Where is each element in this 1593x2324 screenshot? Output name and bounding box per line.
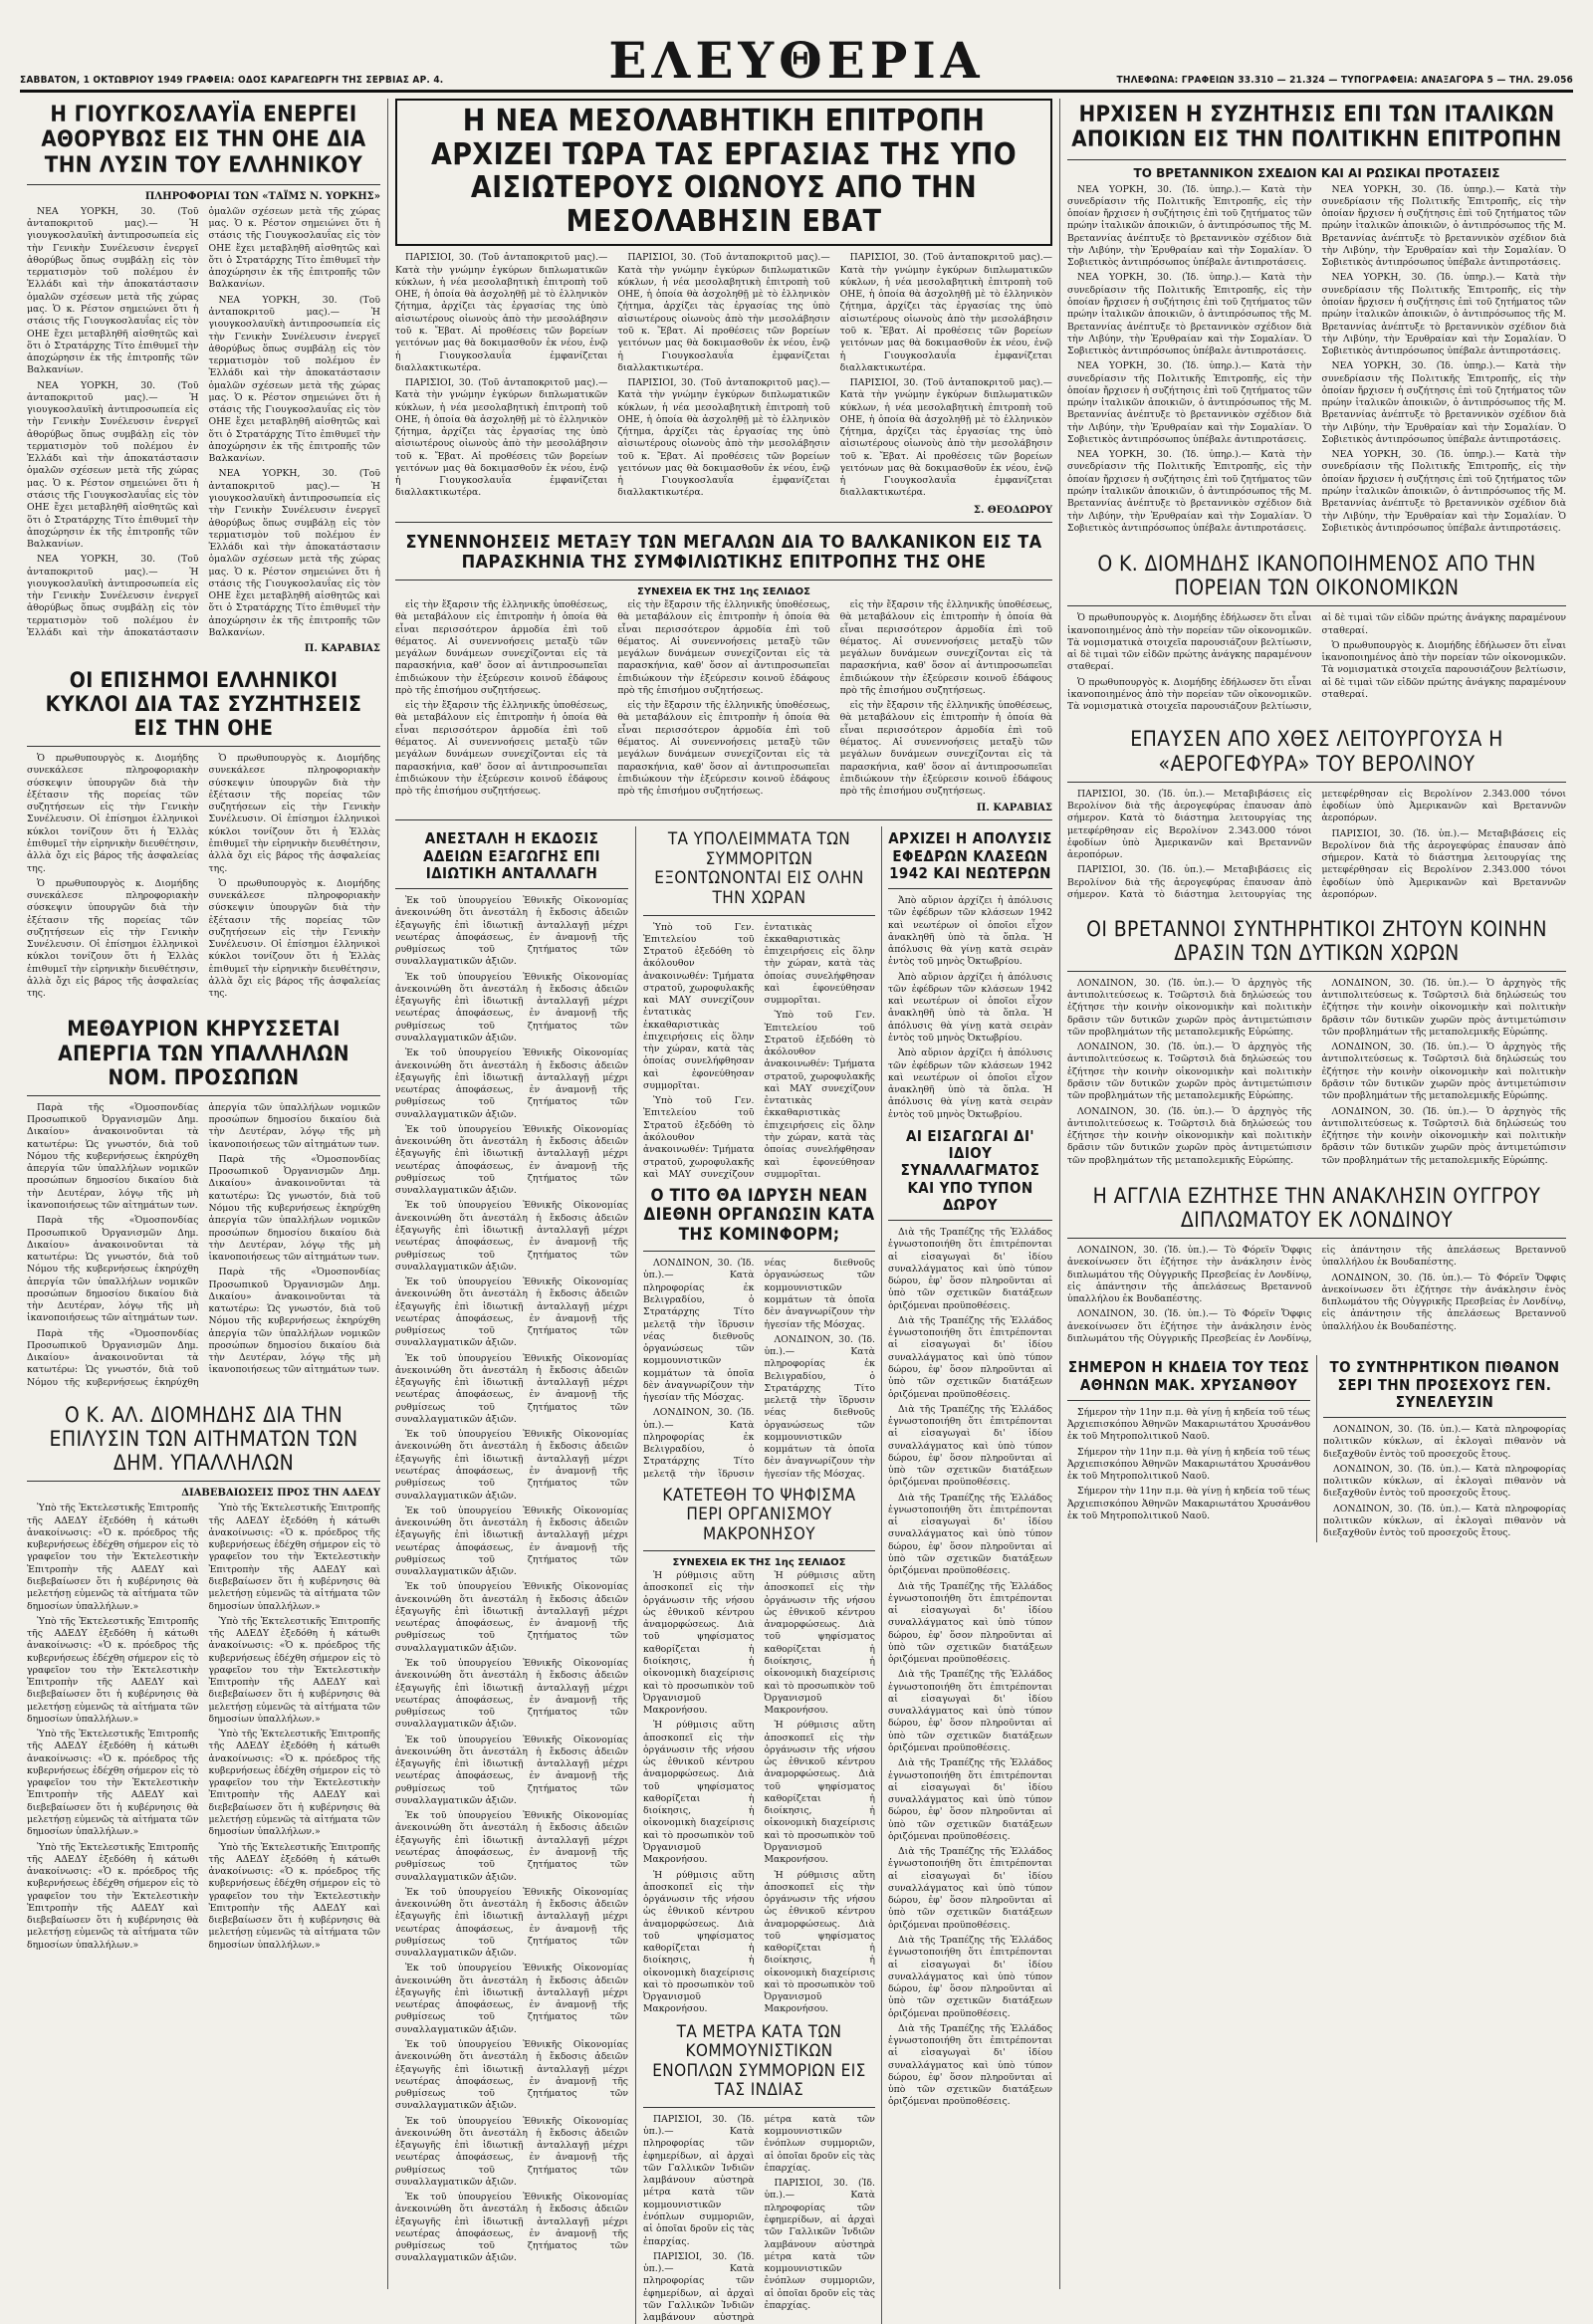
paragraph: Διὰ τῆς Τραπέζης τῆς Ἑλλάδος ἐγνωστοποιήθη ὅτι ἐπιτρέπονται αἱ εἰσαγωγαὶ δι' ἰδίου συναλλάγματος καὶ ὑπὸ τύπον δώρου, ἐφ' ὅσον πληροῦνται αἱ ὑπὸ τῶν σχετικῶν διατάξεων ὁριζόμεναι προϋποθέσεις. (887, 1314, 1052, 1400)
paragraph: Ἡ ρύθμισις αὕτη ἀποσκοπεῖ εἰς τὴν ὀργάνωσιν τῆς νήσου ὡς ἐθνικοῦ κέντρου ἀναμορφώσεως. Διὰ τοῦ ψηφίσματος καθορίζεται ἡ διοίκησις, ἡ οἰκονομικὴ διαχείρισις καὶ τὸ προσωπικὸν τοῦ Ὀργανισμοῦ Μακρονήσου. (764, 1869, 875, 2015)
paragraph: Διὰ τῆς Τραπέζης τῆς Ἑλλάδος ἐγνωστοποιήθη ὅτι ἐπιτρέπονται αἱ εἰσαγωγαὶ δι' ἰδίου συναλλάγματος καὶ ὑπὸ τύπον δώρου, ἐφ' ὅσον πληροῦνται αἱ ὑπὸ τῶν σχετικῶν διατάξεων ὁριζόμεναι προϋποθέσεις. (887, 1580, 1052, 1666)
paragraph: Ὑπὸ τοῦ Γεν. Ἐπιτελείου τοῦ Στρατοῦ ἐξεδόθη τὸ ἀκόλουθον ἀνακοινωθέν: Τμήματα στρατοῦ, χωροφυλακῆς καὶ ΜΑΥ συνεχίζουν ἐντατικὰς ἐκκαθαριστικὰς ἐπιχειρήσεις εἰς ὅλην τὴν χώραν, κατὰ τὰς ὁποίας συνελήφθησαν καὶ ἐφονεύθησαν συμμορῖται. (764, 1010, 875, 1180)
paragraph: Ἡ ρύθμισις αὕτη ἀποσκοπεῖ εἰς τὴν ὀργάνωσιν τῆς νήσου ὡς ἐθνικοῦ κέντρου ἀναμορφώσεως. Διὰ τοῦ ψηφίσματος καθορίζεται ἡ διοίκησις, ἡ οἰκονομικὴ διαχείρισις καὶ τὸ προσωπικὸν τοῦ Ὀργανισμοῦ Μακρονήσου. (643, 1570, 755, 1717)
divider (395, 819, 1052, 820)
article-yugoslavia (27, 99, 380, 654)
paragraph: Σήμερον τὴν 11ην π.μ. θὰ γίνῃ ἡ κηδεία τοῦ τέως Ἀρχιεπισκόπου Ἀθηνῶν Μακαριωτάτου Χρυσάνθου ἐκ τοῦ Μητροπολιτικοῦ Ναοῦ. (1067, 1406, 1310, 1443)
row (1067, 1355, 1566, 1542)
headline: ΚΑΤΕΤΕΘΗ ΤΟ ΨΗΦΙΣΜΑ ΠΕΡΙ ΟΡΓΑΝΙΣΜΟΥ ΜΑΚΡΟΝΗΣΟΥ (643, 1483, 875, 1552)
paragraph: Ἡ ρύθμισις αὕτη ἀποσκοπεῖ εἰς τὴν ὀργάνωσιν τῆς νήσου ὡς ἐθνικοῦ κέντρου ἀναμορφώσεως. Διὰ τοῦ ψηφίσματος καθορίζεται ἡ διοίκησις, ἡ οἰκονομικὴ διαχείρισις καὶ τὸ προσωπικὸν τοῦ Ὀργανισμοῦ Μακρονήσου. (764, 1570, 875, 1717)
masthead-date-address: ΣΑΒΒΑΤΟΝ, 1 ΟΚΤΩΒΡΙΟΥ 1949 ΓΡΑΦΕΙΑ: ΟΔΟΣ ΚΑΡΑΓΕΩΡΓΗ ΤΗΣ ΣΕΡΒΙΑΣ ΑΡ. 4. (20, 75, 444, 86)
article-text (1323, 1424, 1566, 1539)
paragraph: Ὁ πρωθυπουργὸς κ. Διομήδης ἐδήλωσεν ὅτι εἶναι ἱκανοποιημένος ἀπὸ τὴν πορείαν τῶν οἰκονομικῶν. Τὰ νομισματικὰ στοιχεῖα παρουσιάζουν βελτίωσιν, αἱ δὲ τιμαὶ τῶν εἰδῶν πρώτης ἀνάγκης παραμένουν σταθεραί. (1067, 612, 1566, 713)
paragraph: Ἡ ρύθμισις αὕτη ἀποσκοπεῖ εἰς τὴν ὀργάνωσιν τῆς νήσου ὡς ἐθνικοῦ κέντρου ἀναμορφώσεως. Διὰ τοῦ ψηφίσματος καθορίζεται ἡ διοίκησις, ἡ οἰκονομικὴ διαχείρισις καὶ τὸ προσωπικὸν τοῦ Ὀργανισμοῦ Μακρονήσου. (643, 1869, 755, 2015)
paragraph: ΛΟΝΔΙΝΟΝ, 30. (Ἰδ. ὑπ.).— Ὁ ἀρχηγὸς τῆς ἀντιπολιτεύσεως κ. Τσῶρτσιλ διὰ δηλώσεώς του ἐζήτησε τὴν κοινὴν οἰκονομικὴν καὶ πολιτικὴν δρᾶσιν τῶν δυτικῶν χωρῶν πρὸς ἀντιμετώπισιν τῶν προβλημάτων τῆς μεταπολεμικῆς Εὐρώπης. (1067, 1042, 1312, 1102)
masthead-phones: ΤΗΛΕΦΩΝΑ: ΓΡΑΦΕΙΩΝ 33.310 — 21.324 — ΤΥΠΟΓΡΑΦΕΙΑ: ΑΝΑΞΑΓΟΡΑ 5 — ΤΗΛ. 29.056 (1116, 75, 1573, 86)
headline: ΟΙ ΒΡΕΤΑΝΝΟΙ ΣΥΝΤΗΡΗΤΙΚΟΙ ΖΗΤΟΥΝ ΚΟΙΝΗΝ ΔΡΑΣΙΝ ΤΩΝ ΔΥΤΙΚΩΝ ΧΩΡΩΝ (1067, 913, 1566, 972)
paragraph: Ἐκ τοῦ ὑπουργείου Ἐθνικῆς Οἰκονομίας ἀνεκοινώθη ὅτι ἀνεστάλη ἡ ἔκδοσις ἀδειῶν ἐξαγωγῆς ἐπὶ ἰδιωτικῇ ἀνταλλαγῇ μέχρι νεωτέρας ἀποφάσεως, ἐν ἀναμονῇ τῆς ρυθμίσεως τοῦ ζητήματος τῶν συναλλαγματικῶν ἀξιῶν. (395, 2115, 628, 2188)
paragraph: Ἀπὸ αὔριον ἀρχίζει ἡ ἀπόλυσις τῶν ἐφέδρων τῶν κλάσεων 1942 καὶ νεωτέρων οἱ ὁποῖοι εἶχον ἀνακληθῆ ὑπὸ τὰ ὅπλα. Ἡ ἀπόλυσις θὰ γίνῃ κατὰ σειρὰν ἐντὸς τοῦ μηνὸς Ὀκτωβρίου. (887, 895, 1052, 968)
lower-center (388, 826, 1059, 2324)
paragraph: Σήμερον τὴν 11ην π.μ. θὰ γίνῃ ἡ κηδεία τοῦ τέως Ἀρχιεπισκόπου Ἀθηνῶν Μακαριωτάτου Χρυσάνθου ἐκ τοῦ Μητροπολιτικοῦ Ναοῦ. (1067, 1486, 1310, 1521)
paragraph: ΠΑΡΙΣΙΟΙ, 30. (Τοῦ ἀνταποκριτοῦ μας).— Κατὰ τὴν γνώμην ἐγκύρων διπλωματικῶν κύκλων, ἡ νέα μεσολαβητικὴ ἐπιτροπὴ τοῦ ΟΗΕ, ἡ ὁποία θὰ ἀσχοληθῇ μὲ τὸ ἑλληνικὸν ζήτημα, ἀρχίζει τὰς ἐργασίας της ὑπὸ αἰσιωτέρους οἰωνοὺς ἀπὸ τὴν μεσολάβησιν τοῦ κ. Ἔβατ. Αἱ προθέσεις τῶν βορείων γειτόνων μας θὰ δοκιμασθοῦν ἐκ νέου, ἐνῷ ἡ Γιουγκοσλαυΐα ἐμφανίζεται διαλλακτικωτέρα. (839, 377, 1052, 499)
paragraph: Ὁ πρωθυπουργὸς κ. Διομήδης συνεκάλεσε πληροφοριακὴν σύσκεψιν ὑπουργῶν διὰ τὴν ἐξέτασιν τῆς πορείας τῶν συζητήσεων εἰς τὴν Γενικὴν Συνέλευσιν. Οἱ ἐπίσημοι ἑλληνικοὶ κύκλοι τονίζουν ὅτι ἡ Ἑλλὰς ἐπιθυμεῖ τὴν εἰρηνικὴν διευθέτησιν, ἀλλὰ ὄχι εἰς βάρος τῆς ἀσφαλείας της. (208, 753, 380, 874)
paragraph: Ἐκ τοῦ ὑπουργείου Ἐθνικῆς Οἰκονομίας ἀνεκοινώθη ὅτι ἀνεστάλη ἡ ἔκδοσις ἀδειῶν ἐξαγωγῆς ἐπὶ ἰδιωτικῇ ἀνταλλαγῇ μέχρι νεωτέρας ἀποφάσεως, ἐν ἀναμονῇ τῆς ρυθμίσεως τοῦ ζητήματος τῶν συναλλαγματικῶν ἀξιῶν. (395, 2192, 628, 2264)
paragraph: ΠΑΡΙΣΙΟΙ, 30. (Τοῦ ἀνταποκριτοῦ μας).— Κατὰ τὴν γνώμην ἐγκύρων διπλωματικῶν κύκλων, ἡ νέα μεσολαβητικὴ ἐπιτροπὴ τοῦ ΟΗΕ, ἡ ὁποία θὰ ἀσχοληθῇ μὲ τὸ ἑλληνικὸν ζήτημα, ἀρχίζει τὰς ἐργασίας της ὑπὸ αἰσιωτέρους οἰωνοὺς ἀπὸ τὴν μεσολάβησιν τοῦ κ. Ἔβατ. Αἱ προθέσεις τῶν βορείων γειτόνων μας θὰ δοκιμασθοῦν ἐκ νέου, ἐνῷ ἡ Γιουγκοσλαυΐα ἐμφανίζεται διαλλακτικωτέρα. (839, 252, 1052, 373)
paragraph: εἰς τὴν ἔξαρσιν τῆς ἑλληνικῆς ὑποθέσεως, θὰ μεταβάλουν εἰς ἐπιτροπὴν ἡ ὁποία θὰ εἶναι περισσότερον ἁρμοδία ἐπὶ τοῦ θέματος. Αἱ συνεννοήσεις μεταξὺ τῶν μεγάλων δυνάμεων συνεχίζονται εἰς τὰ παρασκήνια, καθ' ὅσον αἱ ἀντιπροσωπεῖαι ἐπιδιώκουν τὴν ἐξεύρεσιν κοινοῦ ἐδάφους πρὸ τῆς ἐπισήμου συζητήσεως. (617, 599, 830, 696)
article-text (27, 1102, 380, 1389)
paragraph: Διὰ τῆς Τραπέζης τῆς Ἑλλάδος ἐγνωστοποιήθη ὅτι ἐπιτρέπονται αἱ εἰσαγωγαὶ δι' ἰδίου συναλλάγματος καὶ ὑπὸ τύπον δώρου, ἐφ' ὅσον πληροῦνται αἱ ὑπὸ τῶν σχετικῶν διατάξεων ὁριζόμεναι προϋποθέσεις. (887, 1227, 1052, 1311)
headline: Ο Κ. ΔΙΟΜΗΔΗΣ ΙΚΑΝΟΠΟΙΗΜΕΝΟΣ ΑΠΟ ΤΗΝ ΠΟΡΕΙΑΝ ΤΩΝ ΟΙΚΟΝΟΜΙΚΩΝ (1067, 548, 1566, 606)
paragraph: Ὁ πρωθυπουργὸς κ. Διομήδης ἐδήλωσεν ὅτι εἶναι ἱκανοποιημένος ἀπὸ τὴν πορείαν τῶν οἰκονομικῶν. Τὰ νομισματικὰ στοιχεῖα παρουσιάζουν βελτίωσιν, αἱ δὲ τιμαὶ τῶν εἰδῶν πρώτης ἀνάγκης παραμένουν σταθεραί. (1321, 639, 1566, 700)
paragraph: ΝΕΑ ΥΟΡΚΗ, 30. (Τοῦ ἀνταποκριτοῦ μας).— Ἡ γιουγκοσλαυϊκὴ ἀντιπροσωπεία εἰς τὴν Γενικὴν Συνέλευσιν ἐνεργεῖ ἀθορύβως ὅπως συμβάλῃ εἰς τὸν τερματισμὸν τοῦ πολέμου ἐν Ἑλλάδι καὶ τὴν ἀποκατάστασιν ὁμαλῶν σχέσεων μετὰ τῆς χώρας μας. Ὁ κ. Ρέστον σημειώνει ὅτι ἡ στάσις τῆς Γιουγκοσλαυΐας εἰς τὸν ΟΗΕ ἔχει μεταβληθῆ αἰσθητῶς καὶ ὅτι ὁ Στρατάρχης Τίτο ἐπιθυμεῖ τὴν ἀποχώρησιν ἐκ τῆς ἐπιτροπῆς τῶν Βαλκανίων. (208, 468, 380, 638)
column-2 (388, 826, 636, 2324)
article-text (395, 895, 628, 2265)
article-text (1067, 978, 1566, 1170)
lead-headline: Η ΝΕΑ ΜΕΣΟΛΑΒΗΤΙΚΗ ΕΠΙΤΡΟΠΗ ΑΡΧΙΖΕΙ ΤΩΡΑ ΤΑΣ ΕΡΓΑΣΙΑΣ ΤΗΣ ΥΠΟ ΑΙΣΙΩΤΕΡΟΥΣ ΟΙΩΝΟΥΣ ΑΠΟ ΤΗΝ ΜΕΣΟΛΑΒΗΣΙΝ ΕΒΑΤ (395, 99, 1052, 246)
paragraph: ΝΕΑ ΥΟΡΚΗ, 30. (Ἰδ. ὑπηρ.).— Κατὰ τὴν συνεδρίασιν τῆς Πολιτικῆς Ἐπιτροπῆς, εἰς τὴν ὁποίαν ἤρχισεν ἡ συζήτησις ἐπὶ τοῦ ζητήματος τῶν πρώην ἰταλικῶν ἀποικιῶν, ὁ ἀντιπρόσωπος τῆς Μ. Βρεταννίας ἀνέπτυξε τὸ βρεταννικὸν σχέδιον διὰ τὴν Λιβύην, τὴν Ἐρυθραίαν καὶ τὴν Σομαλίαν. Ὁ Σοβιετικὸς ἀντιπρόσωπος ὑπέβαλε ἀντιπροτάσεις. (1067, 449, 1312, 534)
paragraph: εἰς τὴν ἔξαρσιν τῆς ἑλληνικῆς ὑποθέσεως, θὰ μεταβάλουν εἰς ἐπιτροπὴν ἡ ὁποία θὰ εἶναι περισσότερον ἁρμοδία ἐπὶ τοῦ θέματος. Αἱ συνεννοήσεις μεταξὺ τῶν μεγάλων δυνάμεων συνεχίζονται εἰς τὰ παρασκήνια, καθ' ὅσον αἱ ἀντιπροσωπεῖαι ἐπιδιώκουν τὴν ἐξεύρεσιν κοινοῦ ἐδάφους πρὸ τῆς ἐπισήμου συζητήσεως. (395, 599, 608, 696)
paragraph: ΠΑΡΙΣΙΟΙ, 30. (Ἰδ. ὑπ.).— Κατὰ πληροφορίας τῶν ἐφημερίδων, αἱ ἀρχαὶ τῶν Γαλλικῶν Ἰνδιῶν λαμβάνουν αὐστηρὰ μέτρα κατὰ τῶν κομμουνιστικῶν ἐνόπλων συμμοριῶν, αἱ ὁποῖαι δροῦν εἰς τὰς ἐπαρχίας. (643, 2113, 755, 2247)
paragraph: Παρὰ τῆς «Ὁμοσπονδίας Προσωπικοῦ Ὀργανισμῶν Δημ. Δικαίου» ἀνακοινοῦνται τὰ κατωτέρω: Ὡς γνωστόν, διὰ τοῦ Νόμου τῆς κυβερνήσεως ἐκηρύχθη ἀπεργία τῶν ὑπαλλήλων νομικῶν προσώπων δημοσίου δικαίου διὰ τὴν Δευτέραν, λόγῳ τῆς μὴ ἱκανοποιήσεως τῶν αἰτημάτων των. (27, 1215, 199, 1324)
paragraph: Ὁ πρωθυπουργὸς κ. Διομήδης συνεκάλεσε πληροφοριακὴν σύσκεψιν ὑπουργῶν διὰ τὴν ἐξέτασιν τῆς πορείας τῶν συζητήσεων εἰς τὴν Γενικὴν Συνέλευσιν. Οἱ ἐπίσημοι ἑλληνικοὶ κύκλοι τονίζουν ὅτι ἡ Ἑλλὰς ἐπιθυμεῖ τὴν εἰρηνικὴν διευθέτησιν, ἀλλὰ ὄχι εἰς βάρος τῆς ἀσφαλείας της. (208, 877, 380, 1000)
article-diomidis-econ (1067, 548, 1566, 713)
headline: ΑΝΕΣΤΑΛΗ Η ΕΚΔΟΣΙΣ ΑΔΕΙΩΝ ΕΞΑΓΩΓΗΣ ΕΠΙ ΙΔΙΩΤΙΚΗ ΑΝΤΑΛΛΑΓΗ (395, 826, 628, 889)
paragraph: ΛΟΝΔΙΝΟΝ, 30. (Ἰδ. ὑπ.).— Κατὰ πληροφορίας πολιτικῶν κύκλων, αἱ ἐκλογαὶ πιθανὸν νὰ διεξαχθοῦν ἐντὸς τοῦ προσεχοῦς ἔτους. (1323, 1503, 1566, 1539)
paragraph: ΠΑΡΙΣΙΟΙ, 30. (Ἰδ. ὑπ.).— Κατὰ πληροφορίας τῶν ἐφημερίδων, αἱ ἀρχαὶ τῶν Γαλλικῶν Ἰνδιῶν λαμβάνουν αὐστηρὰ μέτρα κατὰ τῶν κομμουνιστικῶν ἐνόπλων συμμοριῶν, αἱ ὁποῖαι δροῦν εἰς τὰς ἐπαρχίας. (764, 2178, 875, 2311)
paragraph: εἰς τὴν ἔξαρσιν τῆς ἑλληνικῆς ὑποθέσεως, θὰ μεταβάλουν εἰς ἐπιτροπὴν ἡ ὁποία θὰ εἶναι περισσότερον ἁρμοδία ἐπὶ τοῦ θέματος. Αἱ συνεννοήσεις μεταξὺ τῶν μεγάλων δυνάμεων συνεχίζονται εἰς τὰ παρασκήνια, καθ' ὅσον αἱ ἀντιπροσωπεῖαι ἐπιδιώκουν τὴν ἐξεύρεσιν κοινοῦ ἐδάφους πρὸ τῆς ἐπισήμου συζητήσεως. (617, 700, 830, 798)
paragraph: Ἐκ τοῦ ὑπουργείου Ἐθνικῆς Οἰκονομίας ἀνεκοινώθη ὅτι ἀνεστάλη ἡ ἔκδοσις ἀδειῶν ἐξαγωγῆς ἐπὶ ἰδιωτικῇ ἀνταλλαγῇ μέχρι νεωτέρας ἀποφάσεως, ἐν ἀναμονῇ τῆς ρυθμίσεως τοῦ ζητήματος τῶν συναλλαγματικῶν ἀξιῶν. (395, 895, 628, 968)
headline: ΕΠΑΥΣΕΝ ΑΠΟ ΧΘΕΣ ΛΕΙΤΟΥΡΓΟΥΣΑ Η «ΑΕΡΟΓΕΦΥΡΑ» ΤΟΥ ΒΕΡΟΛΙΝΟΥ (1067, 723, 1566, 782)
article-text (1067, 184, 1566, 538)
paragraph: ΝΕΑ ΥΟΡΚΗ, 30. (Τοῦ ἀνταποκριτοῦ μας).— Ἡ γιουγκοσλαυϊκὴ ἀντιπροσωπεία εἰς τὴν Γενικὴν Συνέλευσιν ἐνεργεῖ ἀθορύβως ὅπως συμβάλῃ εἰς τὸν τερματισμὸν τοῦ πολέμου ἐν Ἑλλάδι καὶ τὴν ἀποκατάστασιν ὁμαλῶν σχέσεων μετὰ τῆς χώρας μας. Ὁ κ. Ρέστον σημειώνει ὅτι ἡ στάσις τῆς Γιουγκοσλαυΐας εἰς τὸν ΟΗΕ ἔχει μεταβληθῆ αἰσθητῶς καὶ ὅτι ὁ Στρατάρχης Τίτο ἐπιθυμεῖ τὴν ἀποχώρησιν ἐκ τῆς ἐπιτροπῆς τῶν Βαλκανίων. (27, 379, 199, 551)
article-airbridge (1067, 723, 1566, 902)
subheading: ΣΥΝΕΧΕΙΑ ΕΚ ΤΗΣ 1ης ΣΕΛΙΔΟΣ (637, 586, 810, 598)
paragraph: Ὑπὸ τῆς Ἐκτελεστικῆς Ἐπιτροπῆς τῆς ΑΔΕΔΥ ἐξεδόθη ἡ κάτωθι ἀνακοίνωσις: «Ὁ κ. πρόεδρος τῆς κυβερνήσεως ἐδέχθη σήμερον εἰς τὸ γραφεῖον του τὴν Ἐκτελεστικὴν Ἐπιτροπὴν τῆς ΑΔΕΔΥ καὶ διεβεβαίωσεν ὅτι ἡ κυβέρνησις θὰ μελετήσῃ εὐμενῶς τὰ αἰτήματα τῶν δημοσίων ὑπαλλήλων.» (27, 1729, 199, 1838)
paragraph: ΛΟΝΔΙΝΟΝ, 30. (Ἰδ. ὑπ.).— Κατὰ πληροφορίας πολιτικῶν κύκλων, αἱ ἐκλογαὶ πιθανὸν νὰ διεξαχθοῦν ἐντὸς τοῦ προσεχοῦς ἔτους. (1323, 1424, 1566, 1460)
paragraph: ΛΟΝΔΙΝΟΝ, 30. (Ἰδ. ὑπ.).— Ὁ ἀρχηγὸς τῆς ἀντιπολιτεύσεως κ. Τσῶρτσιλ διὰ δηλώσεώς του ἐζήτησε τὴν κοινὴν οἰκονομικὴν καὶ πολιτικὴν δρᾶσιν τῶν δυτικῶν χωρῶν πρὸς ἀντιμετώπισιν τῶν προβλημάτων τῆς μεταπολεμικῆς Εὐρώπης. (1067, 1105, 1312, 1166)
headline: Ο ΤΙΤΟ ΘΑ ΙΔΡΥΣΗ ΝΕΑΝ ΔΙΕΘΝΗ ΟΡΓΑΝΩΣΙΝ ΚΑΤΑ ΤΗΣ ΚΟΜΙΝΦΟΡΜ; (643, 1183, 875, 1253)
article-text (1067, 612, 1566, 713)
paragraph: Ὁ πρωθυπουργὸς κ. Διομήδης ἐδήλωσεν ὅτι εἶναι ἱκανοποιημένος ἀπὸ τὴν πορείαν τῶν οἰκονομικῶν. Τὰ νομισματικὰ στοιχεῖα παρουσιάζουν βελτίωσιν, αἱ δὲ τιμαὶ τῶν εἰδῶν πρώτης ἀνάγκης παραμένουν σταθεραί. (1067, 612, 1312, 673)
paragraph: Ἡ ρύθμισις αὕτη ἀποσκοπεῖ εἰς τὴν ὀργάνωσιν τῆς νήσου ὡς ἐθνικοῦ κέντρου ἀναμορφώσεως. Διὰ τοῦ ψηφίσματος καθορίζεται ἡ διοίκησις, ἡ οἰκονομικὴ διαχείρισις καὶ τὸ προσωπικὸν τοῦ Ὀργανισμοῦ Μακρονήσου. (643, 1720, 755, 1866)
paragraph: Ἀπὸ αὔριον ἀρχίζει ἡ ἀπόλυσις τῶν ἐφέδρων τῶν κλάσεων 1942 καὶ νεωτέρων οἱ ὁποῖοι εἶχον ἀνακληθῆ ὑπὸ τὰ ὅπλα. Ἡ ἀπόλυσις θὰ γίνῃ κατὰ σειρὰν ἐντὸς τοῦ μηνὸς Ὀκτωβρίου. (887, 971, 1052, 1044)
byline: Σ. ΘΕΟΔΩΡΟΥ (973, 504, 1052, 516)
paragraph: Παρὰ τῆς «Ὁμοσπονδίας Προσωπικοῦ Ὀργανισμῶν Δημ. Δικαίου» ἀνακοινοῦνται τὰ κατωτέρω: Ὡς γνωστόν, διὰ τοῦ Νόμου τῆς κυβερνήσεως ἐκηρύχθη ἀπεργία τῶν ὑπαλλήλων νομικῶν προσώπων δημοσίου δικαίου διὰ τὴν Δευτέραν, λόγῳ τῆς μὴ ἱκανοποιήσεως τῶν αἰτημάτων των. (27, 1101, 199, 1211)
paragraph: εἰς τὴν ἔξαρσιν τῆς ἑλληνικῆς ὑποθέσεως, θὰ μεταβάλουν εἰς ἐπιτροπὴν ἡ ὁποία θὰ εἶναι περισσότερον ἁρμοδία ἐπὶ τοῦ θέματος. Αἱ συνεννοήσεις μεταξὺ τῶν μεγάλων δυνάμεων συνεχίζονται εἰς τὰ παρασκήνια, καθ' ὅσον αἱ ἀντιπροσωπεῖαι ἐπιδιώκουν τὴν ἐξεύρεσιν κοινοῦ ἐδάφους πρὸ τῆς ἐπισήμου συζητήσεως. (395, 700, 608, 798)
paragraph: Σήμερον τὴν 11ην π.μ. θὰ γίνῃ ἡ κηδεία τοῦ τέως Ἀρχιεπισκόπου Ἀθηνῶν Μακαριωτάτου Χρυσάνθου ἐκ τοῦ Μητροπολιτικοῦ Ναοῦ. (1067, 1446, 1310, 1483)
paragraph: Ὑπὸ τῆς Ἐκτελεστικῆς Ἐπιτροπῆς τῆς ΑΔΕΔΥ ἐξεδόθη ἡ κάτωθι ἀνακοίνωσις: «Ὁ κ. πρόεδρος τῆς κυβερνήσεως ἐδέχθη σήμερον εἰς τὸ γραφεῖον του τὴν Ἐκτελεστικὴν Ἐπιτροπὴν τῆς ΑΔΕΔΥ καὶ διεβεβαίωσεν ὅτι ἡ κυβέρνησις θὰ μελετήσῃ εὐμενῶς τὰ αἰτήματα τῶν δημοσίων ὑπαλλήλων.» (27, 1841, 199, 1951)
paragraph: ΝΕΑ ΥΟΡΚΗ, 30. (Ἰδ. ὑπηρ.).— Κατὰ τὴν συνεδρίασιν τῆς Πολιτικῆς Ἐπιτροπῆς, εἰς τὴν ὁποίαν ἤρχισεν ἡ συζήτησις ἐπὶ τοῦ ζητήματος τῶν πρώην ἰταλικῶν ἀποικιῶν, ὁ ἀντιπρόσωπος τῆς Μ. Βρεταννίας ἀνέπτυξε τὸ βρεταννικὸν σχέδιον διὰ τὴν Λιβύην, τὴν Ἐρυθραίαν καὶ τὴν Σομαλίαν. Ὁ Σοβιετικὸς ἀντιπρόσωπος ὑπέβαλε ἀντιπροτάσεις. (1067, 183, 1312, 269)
paragraph: ΠΑΡΙΣΙΟΙ, 30. (Τοῦ ἀνταποκριτοῦ μας).— Κατὰ τὴν γνώμην ἐγκύρων διπλωματικῶν κύκλων, ἡ νέα μεσολαβητικὴ ἐπιτροπὴ τοῦ ΟΗΕ, ἡ ὁποία θὰ ἀσχοληθῇ μὲ τὸ ἑλληνικὸν ζήτημα, ἀρχίζει τὰς ἐργασίας της ὑπὸ αἰσιωτέρους οἰωνοὺς ἀπὸ τὴν μεσολάβησιν τοῦ κ. Ἔβατ. Αἱ προθέσεις τῶν βορείων γειτόνων μας θὰ δοκιμασθοῦν ἐκ νέου, ἐνῷ ἡ Γιουγκοσλαυΐα ἐμφανίζεται διαλλακτικωτέρα. (395, 377, 608, 499)
article-diomidis-claims (27, 1399, 380, 1955)
article-text (1067, 1407, 1310, 1522)
paragraph: Ἐκ τοῦ ὑπουργείου Ἐθνικῆς Οἰκονομίας ἀνεκοινώθη ὅτι ἀνεστάλη ἡ ἔκδοσις ἀδειῶν ἐξαγωγῆς ἐπὶ ἰδιωτικῇ ἀνταλλαγῇ μέχρι νεωτέρας ἀποφάσεως, ἐν ἀναμονῇ τῆς ρυθμίσεως τοῦ ζητήματος τῶν συναλλαγματικῶν ἀξιῶν. (395, 2038, 628, 2112)
headline: ΤΑ ΜΕΤΡΑ ΚΑΤΑ ΤΩΝ ΚΟΜΜΟΥΝΙΣΤΙΚΩΝ ΕΝΟΠΛΩΝ ΣΥΜΜΟΡΙΩΝ ΕΙΣ ΤΑΣ ΙΝΔΙΑΣ (643, 2019, 875, 2108)
subheading: ΤΟ ΒΡΕΤΑΝΝΙΚΟΝ ΣΧΕΔΙΟΝ ΚΑΙ ΑΙ ΡΩΣΙΚΑΙ ΠΡΟΤΑΣΕΙΣ (1133, 165, 1500, 180)
paragraph: Ἐκ τοῦ ὑπουργείου Ἐθνικῆς Οἰκονομίας ἀνεκοινώθη ὅτι ἀνεστάλη ἡ ἔκδοσις ἀδειῶν ἐξαγωγῆς ἐπὶ ἰδιωτικῇ ἀνταλλαγῇ μέχρι νεωτέρας ἀποφάσεως, ἐν ἀναμονῇ τῆς ρυθμίσεως τοῦ ζητήματος τῶν συναλλαγματικῶν ἀξιῶν. (395, 1734, 628, 1806)
article-conservatives (1067, 913, 1566, 1170)
paragraph: Ἐκ τοῦ ὑπουργείου Ἐθνικῆς Οἰκονομίας ἀνεκοινώθη ὅτι ἀνεστάλη ἡ ἔκδοσις ἀδειῶν ἐξαγωγῆς ἐπὶ ἰδιωτικῇ ἀνταλλαγῇ μέχρι νεωτέρας ἀποφάσεως, ἐν ἀναμονῇ τῆς ρυθμίσεως τοῦ ζητήματος τῶν συναλλαγματικῶν ἀξιῶν. (395, 1123, 628, 1197)
headline: Η ΓΙΟΥΓΚΟΣΛΑΥΪΑ ΕΝΕΡΓΕΙ ΑΘΟΡΥΒΩΣ ΕΙΣ ΤΗΝ ΟΗΕ ΔΙΑ ΤΗΝ ΛΥΣΙΝ ΤΟΥ ΕΛΛΗΝΙΚΟΥ (27, 99, 380, 185)
paragraph: Διὰ τῆς Τραπέζης τῆς Ἑλλάδος ἐγνωστοποιήθη ὅτι ἐπιτρέπονται αἱ εἰσαγωγαὶ δι' ἰδίου συναλλάγματος καὶ ὑπὸ τύπον δώρου, ἐφ' ὅσον πληροῦνται αἱ ὑπὸ τῶν σχετικῶν διατάξεων ὁριζόμεναι προϋποθέσεις. (887, 1669, 1052, 1753)
paragraph: Ὑπὸ τοῦ Γεν. Ἐπιτελείου τοῦ Στρατοῦ ἐξεδόθη τὸ ἀκόλουθον ἀνακοινωθέν: Τμήματα στρατοῦ, χωροφυλακῆς καὶ ΜΑΥ συνεχίζουν ἐντατικὰς ἐκκαθαριστικὰς ἐπιχειρήσεις εἰς ὅλην τὴν χώραν, κατὰ τὰς ὁποίας συνελήφθησαν καὶ ἐφονεύθησαν συμμορῖται. (643, 921, 755, 1091)
paragraph: Ἐκ τοῦ ὑπουργείου Ἐθνικῆς Οἰκονομίας ἀνεκοινώθη ὅτι ἀνεστάλη ἡ ἔκδοσις ἀδειῶν ἐξαγωγῆς ἐπὶ ἰδιωτικῇ ἀνταλλαγῇ μέχρι νεωτέρας ἀποφάσεως, ἐν ἀναμονῇ τῆς ρυθμίσεως τοῦ ζητήματος τῶν συναλλαγματικῶν ἀξιῶν. (395, 1429, 628, 1502)
paragraph: Ἐκ τοῦ ὑπουργείου Ἐθνικῆς Οἰκονομίας ἀνεκοινώθη ὅτι ἀνεστάλη ἡ ἔκδοσις ἀδειῶν ἐξαγωγῆς ἐπὶ ἰδιωτικῇ ἀνταλλαγῇ μέχρι νεωτέρας ἀποφάσεως, ἐν ἀναμονῇ τῆς ρυθμίσεως τοῦ ζητήματος τῶν συναλλαγματικῶν ἀξιῶν. (395, 1886, 628, 1960)
paragraph: Ἐκ τοῦ ὑπουργείου Ἐθνικῆς Οἰκονομίας ἀνεκοινώθη ὅτι ἀνεστάλη ἡ ἔκδοσις ἀδειῶν ἐξαγωγῆς ἐπὶ ἰδιωτικῇ ἀνταλλαγῇ μέχρι νεωτέρας ἀποφάσεως, ἐν ἀναμονῇ τῆς ρυθμίσεως τοῦ ζητήματος τῶν συναλλαγματικῶν ἀξιῶν. (395, 1047, 628, 1120)
paragraph: Ἐκ τοῦ ὑπουργείου Ἐθνικῆς Οἰκονομίας ἀνεκοινώθη ὅτι ἀνεστάλη ἡ ἔκδοσις ἀδειῶν ἐξαγωγῆς ἐπὶ ἰδιωτικῇ ἀνταλλαγῇ μέχρι νεωτέρας ἀποφάσεως, ἐν ἀναμονῇ τῆς ρυθμίσεως τοῦ ζητήματος τῶν συναλλαγματικῶν ἀξιῶν. (395, 1581, 628, 1654)
article-text (27, 206, 380, 641)
youths-block (882, 826, 1052, 2324)
paragraph: Ὑπὸ τῆς Ἐκτελεστικῆς Ἐπιτροπῆς τῆς ΑΔΕΔΥ ἐξεδόθη ἡ κάτωθι ἀνακοίνωσις: «Ὁ κ. πρόεδρος τῆς κυβερνήσεως ἐδέχθη σήμερον εἰς τὸ γραφεῖον του τὴν Ἐκτελεστικὴν Ἐπιτροπὴν τῆς ΑΔΕΔΥ καὶ διεβεβαίωσεν ὅτι ἡ κυβέρνησις θὰ μελετήσῃ εὐμενῶς τὰ αἰτήματα τῶν δημοσίων ὑπαλλήλων.» (27, 1615, 199, 1725)
paragraph: Ἐκ τοῦ ὑπουργείου Ἐθνικῆς Οἰκονομίας ἀνεκοινώθη ὅτι ἀνεστάλη ἡ ἔκδοσις ἀδειῶν ἐξαγωγῆς ἐπὶ ἰδιωτικῇ ἀνταλλαγῇ μέχρι νεωτέρας ἀποφάσεως, ἐν ἀναμονῇ τῆς ρυθμίσεως τοῦ ζητήματος τῶν συναλλαγματικῶν ἀξιῶν. (395, 1352, 628, 1425)
paragraph: Ἐκ τοῦ ὑπουργείου Ἐθνικῆς Οἰκονομίας ἀνεκοινώθη ὅτι ἀνεστάλη ἡ ἔκδοσις ἀδειῶν ἐξαγωγῆς ἐπὶ ἰδιωτικῇ ἀνταλλαγῇ μέχρι νεωτέρας ἀποφάσεως, ἐν ἀναμονῇ τῆς ρυθμίσεως τοῦ ζητήματος τῶν συναλλαγματικῶν ἀξιῶν. (395, 1658, 628, 1731)
column-right (1060, 99, 1573, 2289)
article-text (888, 1227, 1052, 2109)
paragraph: Ἀπὸ αὔριον ἀρχίζει ἡ ἀπόλυσις τῶν ἐφέδρων τῶν κλάσεων 1942 καὶ νεωτέρων οἱ ὁποῖοι εἶχον ἀνακληθῆ ὑπὸ τὰ ὅπλα. Ἡ ἀπόλυσις θὰ γίνῃ κατὰ σειρὰν ἐντὸς τοῦ μηνὸς Ὀκτωβρίου. (887, 1047, 1052, 1120)
paragraph: ΝΕΑ ΥΟΡΚΗ, 30. (Ἰδ. ὑπηρ.).— Κατὰ τὴν συνεδρίασιν τῆς Πολιτικῆς Ἐπιτροπῆς, εἰς τὴν ὁποίαν ἤρχισεν ἡ συζήτησις ἐπὶ τοῦ ζητήματος τῶν πρώην ἰταλικῶν ἀποικιῶν, ὁ ἀντιπρόσωπος τῆς Μ. Βρεταννίας ἀνέπτυξε τὸ βρεταννικὸν σχέδιον διὰ τὴν Λιβύην, τὴν Ἐρυθραίαν καὶ τὴν Σομαλίαν. Ὁ Σοβιετικὸς ἀντιπρόσωπος ὑπέβαλε ἀντιπροτάσεις. (1067, 272, 1312, 357)
paragraph: ΛΟΝΔΙΝΟΝ, 30. (Ἰδ. ὑπ.).— Ὁ ἀρχηγὸς τῆς ἀντιπολιτεύσεως κ. Τσῶρτσιλ διὰ δηλώσεώς του ἐζήτησε τὴν κοινὴν οἰκονομικὴν καὶ πολιτικὴν δρᾶσιν τῶν δυτικῶν χωρῶν πρὸς ἀντιμετώπισιν τῶν προβλημάτων τῆς μεταπολεμικῆς Εὐρώπης. (1067, 977, 1312, 1038)
paragraph: ΝΕΑ ΥΟΡΚΗ, 30. (Τοῦ ἀνταποκριτοῦ μας).— Ἡ γιουγκοσλαυϊκὴ ἀντιπροσωπεία εἰς τὴν Γενικὴν Συνέλευσιν ἐνεργεῖ ἀθορύβως ὅπως συμβάλῃ εἰς τὸν τερματισμὸν τοῦ πολέμου ἐν Ἑλλάδι καὶ τὴν ἀποκατάστασιν ὁμαλῶν σχέσεων μετὰ τῆς χώρας μας. Ὁ κ. Ρέστον σημειώνει ὅτι ἡ στάσις τῆς Γιουγκοσλαυΐας εἰς τὸν ΟΗΕ ἔχει μεταβληθῆ αἰσθητῶς καὶ ὅτι ὁ Στρατάρχης Τίτο ἐπιθυμεῖ τὴν ἀποχώρησιν ἐκ τῆς ἐπιτροπῆς τῶν Βαλκανίων. (208, 294, 380, 465)
masthead (20, 10, 1573, 93)
row (643, 826, 1052, 2324)
paragraph: ΛΟΝΔΙΝΟΝ, 30. (Ἰδ. ὑπ.).— Τὸ Φόρεϊν Ὄφφις ἀνεκοίνωσεν ὅτι ἐζήτησε τὴν ἀνάκλησιν ἑνὸς διπλωμάτου τῆς Οὑγγρικῆς Πρεσβείας ἐν Λονδίνῳ, εἰς ἀπάντησιν τῆς ἀπελάσεως Βρεταννοῦ ὑπαλλήλου ἐκ Βουδαπέστης. (1321, 1272, 1566, 1332)
paragraph: ΝΕΑ ΥΟΡΚΗ, 30. (Ἰδ. ὑπηρ.).— Κατὰ τὴν συνεδρίασιν τῆς Πολιτικῆς Ἐπιτροπῆς, εἰς τὴν ὁποίαν ἤρχισεν ἡ συζήτησις ἐπὶ τοῦ ζητήματος τῶν πρώην ἰταλικῶν ἀποικιῶν, ὁ ἀντιπρόσωπος τῆς Μ. Βρεταννίας ἀνέπτυξε τὸ βρεταννικὸν σχέδιον διὰ τὴν Λιβύην, τὴν Ἐρυθραίαν καὶ τὴν Σομαλίαν. Ὁ Σοβιετικὸς ἀντιπρόσωπος ὑπέβαλε ἀντιπροτάσεις. (1321, 183, 1566, 269)
paragraph: ΝΕΑ ΥΟΡΚΗ, 30. (Ἰδ. ὑπηρ.).— Κατὰ τὴν συνεδρίασιν τῆς Πολιτικῆς Ἐπιτροπῆς, εἰς τὴν ὁποίαν ἤρχισεν ἡ συζήτησις ἐπὶ τοῦ ζητήματος τῶν πρώην ἰταλικῶν ἀποικιῶν, ὁ ἀντιπρόσωπος τῆς Μ. Βρεταννίας ἀνέπτυξε τὸ βρεταννικὸν σχέδιον διὰ τὴν Λιβύην, τὴν Ἐρυθραίαν καὶ τὴν Σομαλίαν. Ὁ Σοβιετικὸς ἀντιπρόσωπος ὑπέβαλε ἀντιπροτάσεις. (1067, 360, 1312, 445)
remnants-block (643, 826, 882, 2324)
article-england (1067, 1180, 1566, 1345)
newspaper-page (20, 10, 1573, 2324)
article-text (643, 1570, 875, 2019)
subheading: ΣΥΝΕΧΕΙΑ ΕΚ ΤΗΣ 1ης ΣΕΛΙΔΟΣ (672, 1557, 846, 1569)
paragraph: Διὰ τῆς Τραπέζης τῆς Ἑλλάδος ἐγνωστοποιήθη ὅτι ἐπιτρέπονται αἱ εἰσαγωγαὶ δι' ἰδίου συναλλάγματος καὶ ὑπὸ τύπον δώρου, ἐφ' ὅσον πληροῦνται αἱ ὑπὸ τῶν σχετικῶν διατάξεων ὁριζόμεναι προϋποθέσεις. (887, 1757, 1052, 1842)
paragraph: ΛΟΝΔΙΝΟΝ, 30. (Ἰδ. ὑπ.).— Κατὰ πληροφορίας ἐκ Βελιγραδίου, ὁ Στρατάρχης Τίτο μελετᾷ τὴν ἵδρυσιν νέας διεθνοῦς ὀργανώσεως τῶν κομμουνιστικῶν κομμάτων τὰ ὁποῖα δὲν ἀναγνωρίζουν τὴν ἡγεσίαν τῆς Μόσχας. (643, 1258, 755, 1404)
headline: Η ΑΓΓΛΙΑ ΕΖΗΤΗΣΕ ΤΗΝ ΑΝΑΚΛΗΣΙΝ ΟΥΓΓΡΟΥ ΔΙΠΛΩΜΑΤΟΥ ΕΚ ΛΟΝΔΙΝΟΥ (1067, 1180, 1566, 1239)
paragraph: Ἐκ τοῦ ὑπουργείου Ἐθνικῆς Οἰκονομίας ἀνεκοινώθη ὅτι ἀνεστάλη ἡ ἔκδοσις ἀδειῶν ἐξαγωγῆς ἐπὶ ἰδιωτικῇ ἀνταλλαγῇ μέχρι νεωτέρας ἀποφάσεως, ἐν ἀναμονῇ τῆς ρυθμίσεως τοῦ ζητήματος τῶν συναλλαγματικῶν ἀξιῶν. (395, 1200, 628, 1273)
paragraph: Ὑπὸ τῆς Ἐκτελεστικῆς Ἐπιτροπῆς τῆς ΑΔΕΔΥ ἐξεδόθη ἡ κάτωθι ἀνακοίνωσις: «Ὁ κ. πρόεδρος τῆς κυβερνήσεως ἐδέχθη σήμερον εἰς τὸ γραφεῖον του τὴν Ἐκτελεστικὴν Ἐπιτροπὴν τῆς ΑΔΕΔΥ καὶ διεβεβαίωσεν ὅτι ἡ κυβέρνησις θὰ μελετήσῃ εὐμενῶς τὰ αἰτήματα τῶν δημοσίων ὑπαλλήλων.» (27, 1503, 199, 1612)
lead-article (388, 99, 1059, 820)
paragraph: Διὰ τῆς Τραπέζης τῆς Ἑλλάδος ἐγνωστοποιήθη ὅτι ἐπιτρέπονται αἱ εἰσαγωγαὶ δι' ἰδίου συναλλάγματος καὶ ὑπὸ τύπον δώρου, ἐφ' ὅσον πληροῦνται αἱ ὑπὸ τῶν σχετικῶν διατάξεων ὁριζόμεναι προϋποθέσεις. (887, 1403, 1052, 1489)
subheading: ΔΙΑΒΕΒΑΙΩΣΕΙΣ ΠΡΟΣ ΤΗΝ ΑΔΕΔΥ (181, 1488, 380, 1500)
paragraph: ΠΑΡΙΣΙΟΙ, 30. (Ἰδ. ὑπ.).— Μεταβιβάσεις εἰς Βερολίνον διὰ τῆς ἀερογεφύρας ἐπαυσαν ἀπὸ σήμερον. Κατὰ τὸ διάστημα λειτουργίας της μετεφέρθησαν εἰς Βερολίνον 2.343.000 τόνοι ἐφοδίων ὑπὸ Ἀμερικανῶν καὶ Βρεταννῶν ἀεροπόρων. (1067, 788, 1566, 900)
paragraph: ΠΑΡΙΣΙΟΙ, 30. (Τοῦ ἀνταποκριτοῦ μας).— Κατὰ τὴν γνώμην ἐγκύρων διπλωματικῶν κύκλων, ἡ νέα μεσολαβητικὴ ἐπιτροπὴ τοῦ ΟΗΕ, ἡ ὁποία θὰ ἀσχοληθῇ μὲ τὸ ἑλληνικὸν ζήτημα, ἀρχίζει τὰς ἐργασίας της ὑπὸ αἰσιωτέρους οἰωνοὺς ἀπὸ τὴν μεσολάβησιν τοῦ κ. Ἔβατ. Αἱ προθέσεις τῶν βορείων γειτόνων μας θὰ δοκιμασθοῦν ἐκ νέου, ἐνῷ ἡ Γιουγκοσλαυΐα ἐμφανίζεται διαλλακτικωτέρα. (617, 377, 830, 499)
article-text (888, 895, 1052, 1121)
paragraph: ΛΟΝΔΙΝΟΝ, 30. (Ἰδ. ὑπ.).— Τὸ Φόρεϊν Ὄφφις ἀνεκοίνωσεν ὅτι ἐζήτησε τὴν ἀνάκλησιν ἑνὸς διπλωμάτου τῆς Οὑγγρικῆς Πρεσβείας ἐν Λονδίνῳ, εἰς ἀπάντησιν τῆς ἀπελάσεως Βρεταννοῦ ὑπαλλήλου ἐκ Βουδαπέστης. (1067, 1245, 1312, 1305)
paragraph: Διὰ τῆς Τραπέζης τῆς Ἑλλάδος ἐγνωστοποιήθη ὅτι ἐπιτρέπονται αἱ εἰσαγωγαὶ δι' ἰδίου συναλλάγματος καὶ ὑπὸ τύπον δώρου, ἐφ' ὅσον πληροῦνται αἱ ὑπὸ τῶν σχετικῶν διατάξεων ὁριζόμεναι προϋποθέσεις. (887, 1934, 1052, 2019)
paragraph: Ὁ πρωθυπουργὸς κ. Διομήδης συνεκάλεσε πληροφοριακὴν σύσκεψιν ὑπουργῶν διὰ τὴν ἐξέτασιν τῆς πορείας τῶν συζητήσεων εἰς τὴν Γενικὴν Συνέλευσιν. Οἱ ἐπίσημοι ἑλληνικοὶ κύκλοι τονίζουν ὅτι ἡ Ἑλλὰς ἐπιθυμεῖ τὴν εἰρηνικὴν διευθέτησιν, ἀλλὰ ὄχι εἰς βάρος τῆς ἀσφαλείας της. (27, 753, 199, 874)
paragraph: ΝΕΑ ΥΟΡΚΗ, 30. (Τοῦ ἀνταποκριτοῦ μας).— Ἡ γιουγκοσλαυϊκὴ ἀντιπροσωπεία εἰς τὴν Γενικὴν Συνέλευσιν ἐνεργεῖ ἀθορύβως ὅπως συμβάλῃ εἰς τὸν τερματισμὸν τοῦ πολέμου ἐν Ἑλλάδι καὶ τὴν ἀποκατάστασιν ὁμαλῶν σχέσεων μετὰ τῆς χώρας μας. Ὁ κ. Ρέστον σημειώνει ὅτι ἡ στάσις τῆς Γιουγκοσλαυΐας εἰς τὸν ΟΗΕ ἔχει μεταβληθῆ αἰσθητῶς καὶ ὅτι ὁ Στρατάρχης Τίτο ἐπιθυμεῖ τὴν ἀποχώρησιν ἐκ τῆς ἐπιτροπῆς τῶν Βαλκανίων. (27, 205, 199, 376)
paragraph: ΛΟΝΔΙΝΟΝ, 30. (Ἰδ. ὑπ.).— Κατὰ πληροφορίας ἐκ Βελιγραδίου, ὁ Στρατάρχης Τίτο μελετᾷ τὴν ἵδρυσιν νέας διεθνοῦς ὀργανώσεως τῶν κομμουνιστικῶν κομμάτων τὰ ὁποῖα δὲν ἀναγνωρίζουν τὴν ἡγεσίαν τῆς Μόσχας. (643, 1258, 875, 1480)
column-center (388, 99, 1060, 2324)
paragraph: Ἐκ τοῦ ὑπουργείου Ἐθνικῆς Οἰκονομίας ἀνεκοινώθη ὅτι ἀνεστάλη ἡ ἔκδοσις ἀδειῶν ἐξαγωγῆς ἐπὶ ἰδιωτικῇ ἀνταλλαγῇ μέχρι νεωτέρας ἀποφάσεως, ἐν ἀναμονῇ τῆς ρυθμίσεως τοῦ ζητήματος τῶν συναλλαγματικῶν ἀξιῶν. (395, 1963, 628, 2035)
paragraph: ΠΑΡΙΣΙΟΙ, 30. (Τοῦ ἀνταποκριτοῦ μας).— Κατὰ τὴν γνώμην ἐγκύρων διπλωματικῶν κύκλων, ἡ νέα μεσολαβητικὴ ἐπιτροπὴ τοῦ ΟΗΕ, ἡ ὁποία θὰ ἀσχοληθῇ μὲ τὸ ἑλληνικὸν ζήτημα, ἀρχίζει τὰς ἐργασίας της ὑπὸ αἰσιωτέρους οἰωνοὺς ἀπὸ τὴν μεσολάβησιν τοῦ κ. Ἔβατ. Αἱ προθέσεις τῶν βορείων γειτόνων μας θὰ δοκιμασθοῦν ἐκ νέου, ἐνῷ ἡ Γιουγκοσλαυΐα ἐμφανίζεται διαλλακτικωτέρα. (617, 252, 830, 373)
columns (20, 99, 1573, 2324)
paragraph: ΝΕΑ ΥΟΡΚΗ, 30. (Ἰδ. ὑπηρ.).— Κατὰ τὴν συνεδρίασιν τῆς Πολιτικῆς Ἐπιτροπῆς, εἰς τὴν ὁποίαν ἤρχισεν ἡ συζήτησις ἐπὶ τοῦ ζητήματος τῶν πρώην ἰταλικῶν ἀποικιῶν, ὁ ἀντιπρόσωπος τῆς Μ. Βρεταννίας ἀνέπτυξε τὸ βρεταννικὸν σχέδιον διὰ τὴν Λιβύην, τὴν Ἐρυθραίαν καὶ τὴν Σομαλίαν. Ὁ Σοβιετικὸς ἀντιπρόσωπος ὑπέβαλε ἀντιπροτάσεις. (1321, 449, 1566, 534)
paragraph: Ἡ ρύθμισις αὕτη ἀποσκοπεῖ εἰς τὴν ὀργάνωσιν τῆς νήσου ὡς ἐθνικοῦ κέντρου ἀναμορφώσεως. Διὰ τοῦ ψηφίσματος καθορίζεται ἡ διοίκησις, ἡ οἰκονομικὴ διαχείρισις καὶ τὸ προσωπικὸν τοῦ Ὀργανισμοῦ Μακρονήσου. (764, 1720, 875, 1866)
article-text (643, 922, 875, 1183)
article-text (643, 2114, 875, 2324)
article-strike (27, 1013, 380, 1389)
headline: ΜΕΘΑΥΡΙΟΝ ΚΗΡΥΣΣΕΤΑΙ ΑΠΕΡΓΙΑ ΤΩΝ ΥΠΑΛΛΗΛΩΝ ΝΟΜ. ΠΡΟΣΩΠΩΝ (27, 1013, 380, 1095)
paragraph: εἰς τὴν ἔξαρσιν τῆς ἑλληνικῆς ὑποθέσεως, θὰ μεταβάλουν εἰς ἐπιτροπὴν ἡ ὁποία θὰ εἶναι περισσότερον ἁρμοδία ἐπὶ τοῦ θέματος. Αἱ συνεννοήσεις μεταξὺ τῶν μεγάλων δυνάμεων συνεχίζονται εἰς τὰ παρασκήνια, καθ' ὅσον αἱ ἀντιπροσωπεῖαι ἐπιδιώκουν τὴν ἐξεύρεσιν κοινοῦ ἐδάφους πρὸ τῆς ἐπισήμου συζητήσεως. (839, 700, 1052, 798)
article-official-circles (27, 664, 380, 1004)
paragraph: ΛΟΝΔΙΝΟΝ, 30. (Ἰδ. ὑπ.).— Ὁ ἀρχηγὸς τῆς ἀντιπολιτεύσεως κ. Τσῶρτσιλ διὰ δηλώσεώς του ἐζήτησε τὴν κοινὴν οἰκονομικὴν καὶ πολιτικὴν δρᾶσιν τῶν δυτικῶν χωρῶν πρὸς ἀντιμετώπισιν τῶν προβλημάτων τῆς μεταπολεμικῆς Εὐρώπης. (1321, 1105, 1566, 1166)
column-1 (20, 99, 388, 2289)
paragraph: Ἐκ τοῦ ὑπουργείου Ἐθνικῆς Οἰκονομίας ἀνεκοινώθη ὅτι ἀνεστάλη ἡ ἔκδοσις ἀδειῶν ἐξαγωγῆς ἐπὶ ἰδιωτικῇ ἀνταλλαγῇ μέχρι νεωτέρας ἀποφάσεως, ἐν ἀναμονῇ τῆς ρυθμίσεως τοῦ ζητήματος τῶν συναλλαγματικῶν ἀξιῶν. (395, 971, 628, 1044)
headline: ΟΙ ΕΠΙΣΗΜΟΙ ΕΛΛΗΝΙΚΟΙ ΚΥΚΛΟΙ ΔΙΑ ΤΑΣ ΣΥΖΗΤΗΣΕΙΣ ΕΙΣ ΤΗΝ ΟΗΕ (27, 664, 380, 747)
paragraph: Διὰ τῆς Τραπέζης τῆς Ἑλλάδος ἐγνωστοποιήθη ὅτι ἐπιτρέπονται αἱ εἰσαγωγαὶ δι' ἰδίου συναλλάγματος καὶ ὑπὸ τύπον δώρου, ἐφ' ὅσον πληροῦνται αἱ ὑπὸ τῶν σχετικῶν διατάξεων ὁριζόμεναι προϋποθέσεις. (887, 1846, 1052, 1931)
paragraph: ΛΟΝΔΙΝΟΝ, 30. (Ἰδ. ὑπ.).— Τὸ Φόρεϊν Ὄφφις ἀνεκοίνωσεν ὅτι ἐζήτησε τὴν ἀνάκλησιν ἑνὸς διπλωμάτου τῆς Οὑγγρικῆς Πρεσβείας ἐν Λονδίνῳ, εἰς ἀπάντησιν τῆς ἀπελάσεως Βρεταννοῦ ὑπαλλήλου ἐκ Βουδαπέστης. (1067, 1245, 1566, 1345)
headline: ΤΑ ΥΠΟΛΕΙΜΜΑΤΑ ΤΩΝ ΣΥΜΜΟΡΙΤΩΝ ΕΞΟΝΤΩΝΟΝΤΑΙ ΕΙΣ ΟΛΗΝ ΤΗΝ ΧΩΡΑΝ (643, 826, 875, 915)
paragraph: Ὑπὸ τῆς Ἐκτελεστικῆς Ἐπιτροπῆς τῆς ΑΔΕΔΥ ἐξεδόθη ἡ κάτωθι ἀνακοίνωσις: «Ὁ κ. πρόεδρος τῆς κυβερνήσεως ἐδέχθη σήμερον εἰς τὸ γραφεῖον του τὴν Ἐκτελεστικὴν Ἐπιτροπὴν τῆς ΑΔΕΔΥ καὶ διεβεβαίωσεν ὅτι ἡ κυβέρνησις θὰ μελετήσῃ εὐμενῶς τὰ αἰτήματα τῶν δημοσίων ὑπαλλήλων.» (208, 1729, 380, 1838)
article-italian-colonies (1067, 99, 1566, 538)
paragraph: Ὑπὸ τῆς Ἐκτελεστικῆς Ἐπιτροπῆς τῆς ΑΔΕΔΥ ἐξεδόθη ἡ κάτωθι ἀνακοίνωσις: «Ὁ κ. πρόεδρος τῆς κυβερνήσεως ἐδέχθη σήμερον εἰς τὸ γραφεῖον του τὴν Ἐκτελεστικὴν Ἐπιτροπὴν τῆς ΑΔΕΔΥ καὶ διεβεβαίωσεν ὅτι ἡ κυβέρνησις θὰ μελετήσῃ εὐμενῶς τὰ αἰτήματα τῶν δημοσίων ὑπαλλήλων.» (208, 1615, 380, 1725)
headline: ΤΟ ΣΥΝΤΗΡΗΤΙΚΟΝ ΠΙΘΑΝΟΝ ΣΕΡΙ ΤΗΝ ΠΡΟΣΕΧΟΥΣ ΓΕΝ. ΣΥΝΕΛΕΥΣΙΝ (1323, 1355, 1566, 1418)
paragraph: Ὁ πρωθυπουργὸς κ. Διομήδης συνεκάλεσε πληροφοριακὴν σύσκεψιν ὑπουργῶν διὰ τὴν ἐξέτασιν τῆς πορείας τῶν συζητήσεων εἰς τὴν Γενικὴν Συνέλευσιν. Οἱ ἐπίσημοι ἑλληνικοὶ κύκλοι τονίζουν ὅτι ἡ Ἑλλὰς ἐπιθυμεῖ τὴν εἰρηνικὴν διευθέτησιν, ἀλλὰ ὄχι εἰς βάρος τῆς ἀσφαλείας της. (27, 877, 199, 1000)
paragraph: Διὰ τῆς Τραπέζης τῆς Ἑλλάδος ἐγνωστοποιήθη ὅτι ἐπιτρέπονται αἱ εἰσαγωγαὶ δι' ἰδίου συναλλάγματος καὶ ὑπὸ τύπον δώρου, ἐφ' ὅσον πληροῦνται αἱ ὑπὸ τῶν σχετικῶν διατάξεων ὁριζόμεναι προϋποθέσεις. (887, 2022, 1052, 2108)
lead-text (395, 252, 1052, 502)
paragraph: ΛΟΝΔΙΝΟΝ, 30. (Ἰδ. ὑπ.).— Κατὰ πληροφορίας πολιτικῶν κύκλων, αἱ ἐκλογαὶ πιθανὸν νὰ διεξαχθοῦν ἐντὸς τοῦ προσεχοῦς ἔτους. (1323, 1463, 1566, 1500)
article-text (643, 1258, 875, 1482)
newspaper-title: ΕΛΕΥΘΕΡΙΑ (608, 31, 985, 90)
article-text (1067, 1245, 1566, 1345)
paragraph: ΠΑΡΙΣΙΟΙ, 30. (Ἰδ. ὑπ.).— Κατὰ πληροφορίας τῶν ἐφημερίδων, αἱ ἀρχαὶ τῶν Γαλλικῶν Ἰνδιῶν λαμβάνουν αὐστηρὰ μέτρα κατὰ τῶν κομμουνιστικῶν ἐνόπλων συμμοριῶν, αἱ ὁποῖαι δροῦν εἰς τὰς ἐπαρχίας. (643, 2113, 875, 2324)
headline: ΗΡΧΙΣΕΝ Η ΣΥΖΗΤΗΣΙΣ ΕΠΙ ΤΩΝ ΙΤΑΛΙΚΩΝ ΑΠΟΙΚΙΩΝ ΕΙΣ ΤΗΝ ΠΟΛΙΤΙΚΗΝ ΕΠΙΤΡΟΠΗΝ (1067, 99, 1566, 160)
divider (395, 522, 1052, 523)
paragraph: ΛΟΝΔΙΝΟΝ, 30. (Ἰδ. ὑπ.).— Ὁ ἀρχηγὸς τῆς ἀντιπολιτεύσεως κ. Τσῶρτσιλ διὰ δηλώσεώς του ἐζήτησε τὴν κοινὴν οἰκονομικὴν καὶ πολιτικὴν δρᾶσιν τῶν δυτικῶν χωρῶν πρὸς ἀντιμετώπισιν τῶν προβλημάτων τῆς μεταπολεμικῆς Εὐρώπης. (1321, 977, 1566, 1038)
column-3 (636, 826, 1059, 2324)
paragraph: Παρὰ τῆς «Ὁμοσπονδίας Προσωπικοῦ Ὀργανισμῶν Δημ. Δικαίου» ἀνακοινοῦνται τὰ κατωτέρω: Ὡς γνωστόν, διὰ τοῦ Νόμου τῆς κυβερνήσεως ἐκηρύχθη ἀπεργία τῶν ὑπαλλήλων νομικῶν προσώπων δημοσίου δικαίου διὰ τὴν Δευτέραν, λόγῳ τῆς μὴ ἱκανοποιήσεως τῶν αἰτημάτων των. (208, 1153, 380, 1264)
paragraph: ΠΑΡΙΣΙΟΙ, 30. (Ἰδ. ὑπ.).— Μεταβιβάσεις εἰς Βερολίνον διὰ τῆς ἀερογεφύρας ἐπαυσαν ἀπὸ σήμερον. Κατὰ τὸ διάστημα λειτουργίας της μετεφέρθησαν εἰς Βερολίνον 2.343.000 τόνοι ἐφοδίων ὑπὸ Ἀμερικανῶν καὶ Βρεταννῶν ἀεροπόρων. (1321, 827, 1566, 900)
elections-block (1317, 1355, 1566, 1542)
paragraph: Ἐκ τοῦ ὑπουργείου Ἐθνικῆς Οἰκονομίας ἀνεκοινώθη ὅτι ἀνεστάλη ἡ ἔκδοσις ἀδειῶν ἐξαγωγῆς ἐπὶ ἰδιωτικῇ ἀνταλλαγῇ μέχρι νεωτέρας ἀποφάσεως, ἐν ἀναμονῇ τῆς ρυθμίσεως τοῦ ζητήματος τῶν συναλλαγματικῶν ἀξιῶν. (395, 1277, 628, 1349)
paragraph: Ὑπὸ τῆς Ἐκτελεστικῆς Ἐπιτροπῆς τῆς ΑΔΕΔΥ ἐξεδόθη ἡ κάτωθι ἀνακοίνωσις: «Ὁ κ. πρόεδρος τῆς κυβερνήσεως ἐδέχθη σήμερον εἰς τὸ γραφεῖον του τὴν Ἐκτελεστικὴν Ἐπιτροπὴν τῆς ΑΔΕΔΥ καὶ διεβεβαίωσεν ὅτι ἡ κυβέρνησις θὰ μελετήσῃ εὐμενῶς τὰ αἰτήματα τῶν δημοσίων ὑπαλλήλων.» (208, 1503, 380, 1612)
byline: Π. ΚΑΡΑΒΙΑΣ (304, 642, 380, 654)
article-export (395, 826, 628, 2264)
paragraph: Παρὰ τῆς «Ὁμοσπονδίας Προσωπικοῦ Ὀργανισμῶν Δημ. Δικαίου» ἀνακοινοῦνται τὰ κατωτέρω: Ὡς γνωστόν, διὰ τοῦ Νόμου τῆς κυβερνήσεως ἐκηρύχθη ἀπεργία τῶν ὑπαλλήλων νομικῶν προσώπων δημοσίου δικαίου διὰ τὴν Δευτέραν, λόγῳ τῆς μὴ ἱκανοποιήσεως τῶν αἰτημάτων των. (27, 1101, 380, 1388)
article-text (1067, 789, 1566, 903)
paragraph: Ἐκ τοῦ ὑπουργείου Ἐθνικῆς Οἰκονομίας ἀνεκοινώθη ὅτι ἀνεστάλη ἡ ἔκδοσις ἀδειῶν ἐξαγωγῆς ἐπὶ ἰδιωτικῇ ἀνταλλαγῇ μέχρι νεωτέρας ἀποφάσεως, ἐν ἀναμονῇ τῆς ρυθμίσεως τοῦ ζητήματος τῶν συναλλαγματικῶν ἀξιῶν. (395, 1810, 628, 1883)
byline: Π. ΚΑΡΑΒΙΑΣ (976, 803, 1052, 814)
paragraph: ΠΑΡΙΣΙΟΙ, 30. (Ἰδ. ὑπ.).— Μεταβιβάσεις εἰς Βερολίνον διὰ τῆς ἀερογεφύρας ἐπαυσαν ἀπὸ σήμερον. Κατὰ τὸ διάστημα λειτουργίας της μετεφέρθησαν εἰς Βερολίνον 2.343.000 τόνοι ἐφοδίων ὑπὸ Ἀμερικανῶν καὶ Βρεταννῶν ἀεροπόρων. (1067, 788, 1312, 861)
headline: ΣΗΜΕΡΟΝ Η ΚΗΔΕΙΑ ΤΟΥ ΤΕΩΣ ΑΘΗΝΩΝ ΜΑΚ. ΧΡΥΣΑΝΘΟΥ (1067, 1355, 1310, 1401)
funeral-block (1067, 1355, 1317, 1542)
paragraph: Ὑπὸ τῆς Ἐκτελεστικῆς Ἐπιτροπῆς τῆς ΑΔΕΔΥ ἐξεδόθη ἡ κάτωθι ἀνακοίνωσις: «Ὁ κ. πρόεδρος τῆς κυβερνήσεως ἐδέχθη σήμερον εἰς τὸ γραφεῖον του τὴν Ἐκτελεστικὴν Ἐπιτροπὴν τῆς ΑΔΕΔΥ καὶ διεβεβαίωσεν ὅτι ἡ κυβέρνησις θὰ μελετήσῃ εὐμενῶς τὰ αἰτήματα τῶν δημοσίων ὑπαλλήλων.» (208, 1841, 380, 1951)
paragraph: ΝΕΑ ΥΟΡΚΗ, 30. (Ἰδ. ὑπηρ.).— Κατὰ τὴν συνεδρίασιν τῆς Πολιτικῆς Ἐπιτροπῆς, εἰς τὴν ὁποίαν ἤρχισεν ἡ συζήτησις ἐπὶ τοῦ ζητήματος τῶν πρώην ἰταλικῶν ἀποικιῶν, ὁ ἀντιπρόσωπος τῆς Μ. Βρεταννίας ἀνέπτυξε τὸ βρεταννικὸν σχέδιον διὰ τὴν Λιβύην, τὴν Ἐρυθραίαν καὶ τὴν Σομαλίαν. Ὁ Σοβιετικὸς ἀντιπρόσωπος ὑπέβαλε ἀντιπροτάσεις. (1321, 272, 1566, 357)
headline: ΑΡΧΙΖΕΙ Η ΑΠΟΛΥΣΙΣ ΕΦΕΔΡΩΝ ΚΛΑΣΕΩΝ 1942 ΚΑΙ ΝΕΩΤΕΡΩΝ (888, 826, 1052, 889)
headline: Ο Κ. ΑΛ. ΔΙΟΜΗΔΗΣ ΔΙΑ ΤΗΝ ΕΠΙΛΥΣΙΝ ΤΩΝ ΑΙΤΗΜΑΤΩΝ ΤΩΝ ΔΗΜ. ΥΠΑΛΛΗΛΩΝ (27, 1399, 380, 1482)
headline: ΣΥΝΕΝΝΟΗΣΕΙΣ ΜΕΤΑΞΥ ΤΩΝ ΜΕΓΑΛΩΝ ΔΙΑ ΤΟ ΒΑΛΚΑΝΙΚΟΝ ΕΙΣ ΤΑ ΠΑΡΑΣΚΗΝΙΑ ΤΗΣ ΣΥΜΦΙΛΙΩΤΙΚΗΣ ΕΠΙΤΡΟΠΗΣ ΤΗΣ ΟΗΕ (395, 529, 1052, 581)
paragraph: ΛΟΝΔΙΝΟΝ, 30. (Ἰδ. ὑπ.).— Κατὰ πληροφορίας ἐκ Βελιγραδίου, ὁ Στρατάρχης Τίτο μελετᾷ τὴν ἵδρυσιν νέας διεθνοῦς ὀργανώσεως τῶν κομμουνιστικῶν κομμάτων τὰ ὁποῖα δὲν ἀναγνωρίζουν τὴν ἡγεσίαν τῆς Μόσχας. (764, 1333, 875, 1480)
paragraph: Διὰ τῆς Τραπέζης τῆς Ἑλλάδος ἐγνωστοποιήθη ὅτι ἐπιτρέπονται αἱ εἰσαγωγαὶ δι' ἰδίου συναλλάγματος καὶ ὑπὸ τύπον δώρου, ἐφ' ὅσον πληροῦνται αἱ ὑπὸ τῶν σχετικῶν διατάξεων ὁριζόμεναι προϋποθέσεις. (887, 1492, 1052, 1577)
paragraph: ΝΕΑ ΥΟΡΚΗ, 30. (Τοῦ ἀνταποκριτοῦ μας).— Ἡ γιουγκοσλαυϊκὴ ἀντιπροσωπεία εἰς τὴν Γενικὴν Συνέλευσιν ἐνεργεῖ ἀθορύβως ὅπως συμβάλῃ εἰς τὸν τερματισμὸν τοῦ πολέμου ἐν Ἑλλάδι καὶ τὴν ἀποκατάστασιν ὁμαλῶν σχέσεων μετὰ τῆς χώρας μας. Ὁ κ. Ρέστον σημειώνει ὅτι ἡ στάσις τῆς Γιουγκοσλαυΐας εἰς τὸν ΟΗΕ ἔχει μεταβληθῆ αἰσθητῶς καὶ ὅτι ὁ Στρατάρχης Τίτο ἐπιθυμεῖ τὴν ἀποχώρησιν ἐκ τῆς ἐπιτροπῆς τῶν Βαλκανίων. (27, 205, 380, 638)
article-text (27, 1503, 380, 1955)
subheading: ΠΛΗΡΟΦΟΡΙΑΙ ΤΩΝ «ΤΑΪΜΣ Ν. ΥΟΡΚΗΣ» (144, 190, 380, 202)
headline: ΑΙ ΕΙΣΑΓΩΓΑΙ ΔΙ' ΙΔΙΟΥ ΣΥΝΑΛΛΑΓΜΑΤΟΣ ΚΑΙ ΥΠΟ ΤΥΠΟΝ ΔΩΡΟΥ (888, 1124, 1052, 1221)
paragraph: Ἐκ τοῦ ὑπουργείου Ἐθνικῆς Οἰκονομίας ἀνεκοινώθη ὅτι ἀνεστάλη ἡ ἔκδοσις ἀδειῶν ἐξαγωγῆς ἐπὶ ἰδιωτικῇ ἀνταλλαγῇ μέχρι νεωτέρας ἀποφάσεως, ἐν ἀναμονῇ τῆς ρυθμίσεως τοῦ ζητήματος τῶν συναλλαγματικῶν ἀξιῶν. (395, 1505, 628, 1578)
article-text (395, 599, 1052, 801)
paragraph: ΛΟΝΔΙΝΟΝ, 30. (Ἰδ. ὑπ.).— Ὁ ἀρχηγὸς τῆς ἀντιπολιτεύσεως κ. Τσῶρτσιλ διὰ δηλώσεώς του ἐζήτησε τὴν κοινὴν οἰκονομικὴν καὶ πολιτικὴν δρᾶσιν τῶν δυτικῶν χωρῶν πρὸς ἀντιμετώπισιν τῶν προβλημάτων τῆς μεταπολεμικῆς Εὐρώπης. (1321, 1042, 1566, 1102)
paragraph: εἰς τὴν ἔξαρσιν τῆς ἑλληνικῆς ὑποθέσεως, θὰ μεταβάλουν εἰς ἐπιτροπὴν ἡ ὁποία θὰ εἶναι περισσότερον ἁρμοδία ἐπὶ τοῦ θέματος. Αἱ συνεννοήσεις μεταξὺ τῶν μεγάλων δυνάμεων συνεχίζονται εἰς τὰ παρασκήνια, καθ' ὅσον αἱ ἀντιπροσωπεῖαι ἐπιδιώκουν τὴν ἐξεύρεσιν κοινοῦ ἐδάφους πρὸ τῆς ἐπισήμου συζητήσεως. (839, 599, 1052, 696)
paragraph: Ὑπὸ τοῦ Γεν. Ἐπιτελείου τοῦ Στρατοῦ ἐξεδόθη τὸ ἀκόλουθον ἀνακοινωθέν: Τμήματα στρατοῦ, χωροφυλακῆς καὶ ΜΑΥ συνεχίζουν ἐντατικὰς ἐκκαθαριστικὰς ἐπιχειρήσεις εἰς ὅλην τὴν χώραν, κατὰ τὰς ὁποίας συνελήφθησαν καὶ ἐφονεύθησαν συμμορῖται. (643, 921, 875, 1180)
article-text (27, 753, 380, 1003)
paragraph: Παρὰ τῆς «Ὁμοσπονδίας Προσωπικοῦ Ὀργανισμῶν Δημ. Δικαίου» ἀνακοινοῦνται τὰ κατωτέρω: Ὡς γνωστόν, διὰ τοῦ Νόμου τῆς κυβερνήσεως ἐκηρύχθη ἀπεργία τῶν ὑπαλλήλων νομικῶν προσώπων δημοσίου δικαίου διὰ τὴν Δευτέραν, λόγῳ τῆς μὴ ἱκανοποιήσεως τῶν αἰτημάτων των. (208, 1267, 380, 1376)
paragraph: ΝΕΑ ΥΟΡΚΗ, 30. (Ἰδ. ὑπηρ.).— Κατὰ τὴν συνεδρίασιν τῆς Πολιτικῆς Ἐπιτροπῆς, εἰς τὴν ὁποίαν ἤρχισεν ἡ συζήτησις ἐπὶ τοῦ ζητήματος τῶν πρώην ἰταλικῶν ἀποικιῶν, ὁ ἀντιπρόσωπος τῆς Μ. Βρεταννίας ἀνέπτυξε τὸ βρεταννικὸν σχέδιον διὰ τὴν Λιβύην, τὴν Ἐρυθραίαν καὶ τὴν Σομαλίαν. Ὁ Σοβιετικὸς ἀντιπρόσωπος ὑπέβαλε ἀντιπροτάσεις. (1321, 360, 1566, 445)
paragraph: ΠΑΡΙΣΙΟΙ, 30. (Τοῦ ἀνταποκριτοῦ μας).— Κατὰ τὴν γνώμην ἐγκύρων διπλωματικῶν κύκλων, ἡ νέα μεσολαβητικὴ ἐπιτροπὴ τοῦ ΟΗΕ, ἡ ὁποία θὰ ἀσχοληθῇ μὲ τὸ ἑλληνικὸν ζήτημα, ἀρχίζει τὰς ἐργασίας της ὑπὸ αἰσιωτέρους οἰωνοὺς ἀπὸ τὴν μεσολάβησιν τοῦ κ. Ἔβατ. Αἱ προθέσεις τῶν βορείων γειτόνων μας θὰ δοκιμασθοῦν ἐκ νέου, ἐνῷ ἡ Γιουγκοσλαυΐα ἐμφανίζεται διαλλακτικωτέρα. (395, 252, 608, 373)
